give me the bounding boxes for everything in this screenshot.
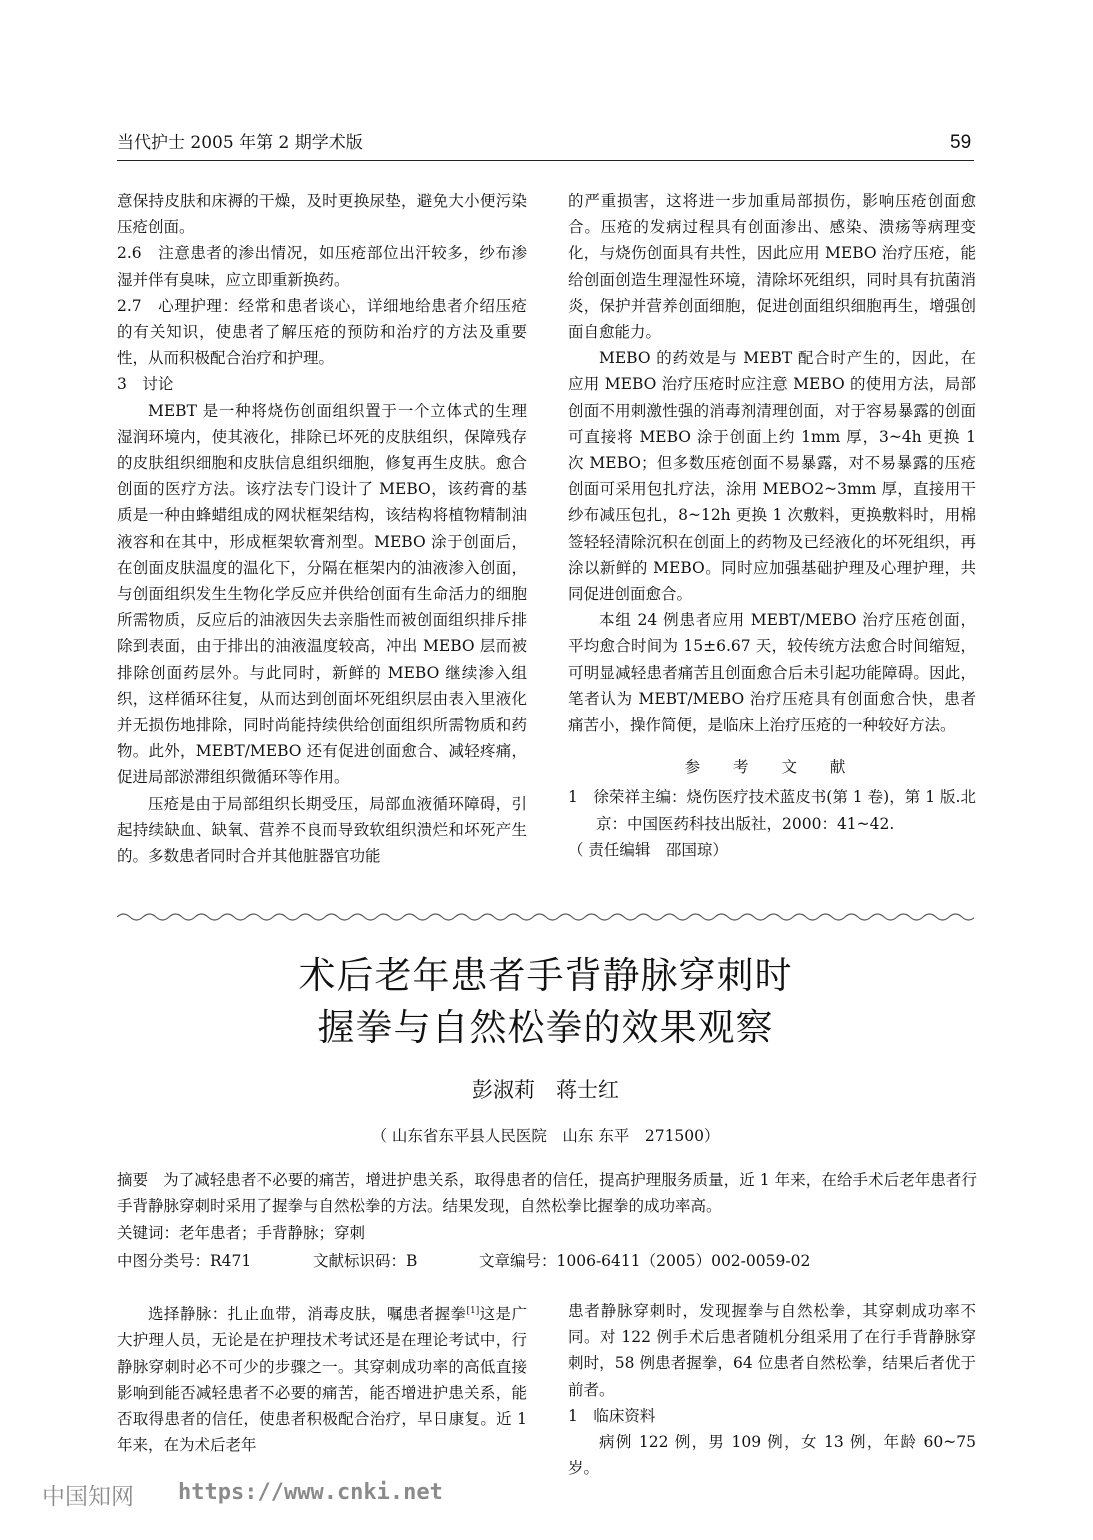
left-column — [117, 188, 527, 869]
body-left-column — [117, 1298, 527, 1458]
references-title: 参 考 文 献 — [684, 758, 860, 777]
paragraph: 意保持皮肤和床褥的干燥，及时更换尿垫，避免大小便污染压疮创面。 — [117, 192, 527, 237]
section-heading: 1 临床资料 — [568, 1406, 656, 1425]
paragraph: MEBO 的药效是与 MEBT 配合时产生的，因此，在应用 MEBO 治疗压疮时应注意 MEBO 的使用方法，局部创面不用刺激性强的消毒剂清理创面，对于容易暴露的创面可直接将 MEBO 涂于创面上约 1mm 厚，3~4h 更换 1 次 MEBO；但多数压疮创面不易暴露，对不易暴露的压疮创面可采用包扎疗法，涂用 MEBO2~3mm 厚，直接用干纱布减压包扎，8~12h 更换 1 次敷料，更换敷料时，用棉签轻轻清除沉积在创面上的药物及已经液化的坏死组织，再涂以新鲜的 MEBO。同时应加强基础护理及心理护理，共同促进创面愈合。 — [568, 349, 976, 604]
title-line: 握拳与自然松拳的效果观察 — [317, 1006, 774, 1049]
editor-note: （ 责任编辑 邵国琼） — [568, 840, 728, 859]
abstract-text: 为了减轻患者不必要的痛苦，增进护患关系，取得患者的信任，提高护理服务质量，近 1 年来，在给手术后老年患者行手背静脉穿刺时采用了握拳与自然松拳的方法。结果发现，自然松拳比握拳的成功率高。 — [117, 1171, 977, 1215]
classification-line — [117, 1248, 977, 1274]
authors: 彭淑莉 蒋士红 — [472, 1078, 619, 1102]
paragraph: 压疮是由于局部组织长期受压，局部血液循环障碍，引起持续缺血、缺氧、营养不良而导致软组织溃烂和坏死产生的。多数患者同时合并其他脏器官功能 — [117, 794, 527, 866]
paragraph: 的严重损害，这将进一步加重局部损伤，影响压疮创面愈合。压疮的发病过程具有创面渗出、感染、溃疡等病理变化，与烧伤创面具有共性，因此应用 MEBO 治疗压疮，能给创面创造生理湿性环境，清除坏死组织，同时具有抗菌消炎，保护并营养创面细胞，促进创面组织细胞再生，增强创面自愈能力。 — [568, 192, 976, 342]
paragraph: 2.7 心理护理：经常和患者谈心，详细地给患者介绍压疮的有关知识，使患者了解压疮的预防和治疗的方法及重要性，从而积极配合治疗和护理。 — [117, 296, 527, 368]
abstract — [117, 1167, 977, 1219]
paragraph: 2.6 注意患者的渗出情况，如压疮部位出汗较多，纱布渗湿并伴有臭味，应立即重新换药。 — [117, 244, 527, 289]
paragraph: 本组 24 例患者应用 MEBT/MEBO 治疗压疮创面，平均愈合时间为 15±6.67 天，较传统方法愈合时间缩短，可明显减轻患者痛苦且创面愈合后未引起功能障碍。因此，笔者认为 MEBT/MEBO 治疗压疮具有创面愈合快，患者痛苦小，操作简便，是临床上治疗压疮的一种较好方法。 — [568, 611, 976, 735]
page-number: 59 — [950, 132, 972, 153]
header-rule — [117, 160, 974, 161]
cnki-url[interactable]: https://www.cnki.net — [178, 1480, 443, 1505]
article-title — [117, 950, 974, 1054]
journal-header: 当代护士 2005 年第 2 期学术版 — [117, 133, 363, 153]
citation-marker: [1] — [466, 1306, 480, 1316]
title-line: 术后老年患者手背静脉穿刺时 — [298, 954, 793, 997]
affiliation: （ 山东省东平县人民医院 山东 东平 271500） — [371, 1127, 720, 1145]
paragraph: 患者静脉穿刺时，发现握拳与自然松拳，其穿刺成功率不同。对 122 例手术后患者随机分组采用了在行手背静脉穿刺时，58 例患者握拳，64 位患者自然松拳，结果后者优于前者。 — [568, 1302, 976, 1399]
article-number: 文章编号：1006-6411（2005）002-0059-02 — [479, 1252, 811, 1270]
cnki-watermark: 中国知网 — [42, 1484, 134, 1510]
paragraph: MEBT 是一种将烧伤创面组织置于一个立体式的生理湿润环境内，使其液化，排除已坏死的皮肤组织，保障残存的皮肤组织细胞和皮肤信息组织细胞，修复再生皮肤。愈合创面的医疗方法。该疗法专门设计了 MEBO，该药膏的基质是一种由蜂蜡组成的网状框架结构，该结构将植物精制油液容和在其中，形成框架软膏剂型。MEBO 涂于创面后，在创面皮肤温度的温化下，分隔在框架内的油液渗入创面，与创面组织发生生物化学反应并供给创面有生命活力的细胞所需物质，反应后的油液因失去亲脂性而被创面组织排斥排除到表面，由于排出的油液温度较高，冲出 MEBO 层而被排除创面药层外。与此同时，新鲜的 MEBO 继续渗入组织，这样循环往复，从而达到创面坏死组织层由表入里液化并无损伤地排除，同时尚能持续供给创面组织所需物质和药物。此外，MEBT/MEBO 还有促进创面愈合、减轻疼痛，促进局部淤滞组织微循环等作用。 — [117, 401, 527, 787]
clc-number: 中图分类号：R471 — [117, 1252, 252, 1270]
paragraph: 选择静脉：扎止血带，消毒皮肤，嘱患者握拳[1]这是广大护理人员，无论是在护理技术考试还是在理论考试中，行静脉穿刺时必不可少的步骤之一。其穿刺成功率的高低直接影响到能否减轻患者不必要的痛苦，能否增进护患关系，能否取得患者的信任，使患者积极配合治疗，早日康复。近 1 年来，在为术后老年 — [117, 1305, 527, 1455]
reference-item: 1 徐荣祥主编：烧伤医疗技术蓝皮书(第 1 卷)，第 1 版.北京：中国医药科技出版社，2000：41~42. — [568, 788, 976, 833]
keywords: 关键词：老年患者；手背静脉；穿刺 — [117, 1224, 366, 1242]
wavy-divider — [117, 910, 974, 924]
document-code: 文献标识码：B — [313, 1252, 418, 1270]
paragraph: 病例 122 例，男 109 例，女 13 例，年龄 60~75 岁。 — [568, 1433, 976, 1478]
body-right-column — [568, 1298, 976, 1481]
section-heading: 3 讨论 — [117, 375, 174, 394]
right-column — [568, 188, 976, 863]
abstract-label: 摘要 — [117, 1171, 149, 1189]
